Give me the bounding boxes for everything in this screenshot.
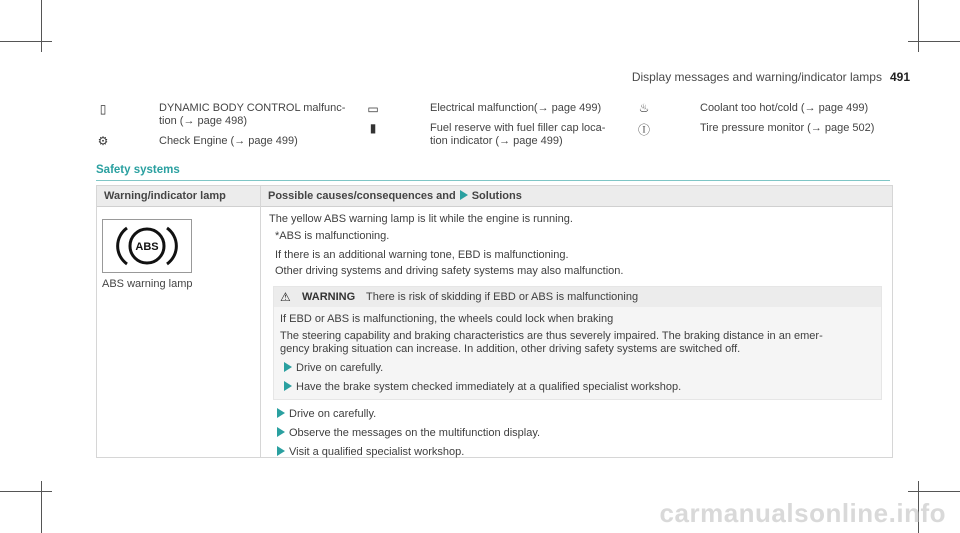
index-entry-line: Fuel reserve with fuel filler cap loca- (430, 122, 606, 134)
warning-header (274, 287, 881, 307)
solution-step-text: Visit a qualified specialist workshop. (289, 446, 465, 458)
crop-mark (908, 491, 960, 492)
warning-line: The steering capability and braking characteristics are thus severely impaired. The braking distance in an emer- (280, 330, 823, 342)
fuel-icon: ▮ (369, 121, 377, 135)
arrow-icon (277, 446, 285, 456)
arrow-icon (277, 427, 285, 437)
col-header-solutions: Solutions (471, 190, 522, 202)
section-title: Safety systems (96, 164, 180, 176)
index-entry-line: Check Engine (→ page 499) (159, 135, 298, 147)
arrow-icon (284, 362, 292, 372)
warning-triangle-icon: ⚠ (280, 290, 291, 304)
index-entry-line: tion indicator (→ page 499) (430, 135, 563, 147)
battery-icon: ▭ (367, 102, 379, 116)
coolant-icon: ♨ (638, 101, 650, 115)
crop-mark (41, 0, 42, 52)
arrow-icon (277, 408, 285, 418)
index-entry[interactable] (700, 102, 868, 115)
warning-step (280, 381, 681, 393)
arrow-icon (460, 190, 468, 200)
watermark: carmanualsonline.info (659, 498, 946, 528)
index-entry[interactable] (430, 102, 601, 115)
crop-mark (0, 41, 52, 42)
crop-mark (0, 491, 52, 492)
solution-step (273, 446, 464, 458)
warning-title: There is risk of skidding if EBD or ABS is malfunctioning (366, 291, 639, 303)
warning-lamp-table (96, 185, 893, 458)
table-header (97, 186, 892, 207)
warning-step-text: Have the brake system checked immediately at a qualified specialist workshop. (296, 381, 682, 393)
index-entry-line: tion (→ page 498) (159, 115, 248, 127)
intro-text: The yellow ABS warning lamp is lit while the engine is running. (269, 213, 573, 225)
solution-step (273, 408, 376, 420)
warning-label: WARNING (302, 291, 356, 303)
abs-lamp-image (102, 219, 192, 273)
index-entry-line: DYNAMIC BODY CONTROL malfunc- (159, 102, 346, 114)
page-header-title: Display messages and warning/indicator lamps (631, 70, 882, 84)
index-entry-line: Tire pressure monitor (→ page 502) (700, 122, 875, 134)
causes-cell (261, 206, 892, 457)
warning-step-text: Drive on carefully. (296, 362, 384, 374)
page-number: 491 (889, 70, 910, 84)
section-divider (96, 180, 890, 181)
page-header (632, 70, 910, 84)
abs-lamp-label: ABS warning lamp (102, 278, 193, 290)
col-header-causes (268, 190, 522, 202)
ebd-text: If there is an additional warning tone, EBD is malfunctioning. (275, 249, 569, 261)
col-header-lamp: Warning/indicator lamp (104, 190, 226, 202)
abs-warning-icon (103, 220, 191, 272)
warning-line: gency braking situation can increase. In addition, other driving safety systems are switched off. (280, 343, 741, 355)
warning-line: If EBD or ABS is malfunctioning, the wheels could lock when braking (280, 313, 614, 325)
arrow-icon (284, 381, 292, 391)
solution-step-text: Observe the messages on the multifunction display. (289, 427, 541, 439)
index-entry[interactable] (700, 122, 874, 135)
warning-box (273, 286, 882, 400)
solution-step-text: Drive on carefully. (289, 408, 377, 420)
dynamic-body-control-icon: ▯ (99, 102, 107, 116)
index-entry[interactable] (430, 122, 605, 148)
crop-mark (908, 41, 960, 42)
check-engine-icon: ⚙ (97, 134, 109, 148)
index-entry[interactable] (159, 102, 345, 128)
index-entry-line: Coolant too hot/cold (→ page 499) (700, 102, 869, 114)
lamp-cell (97, 206, 260, 457)
index-entry[interactable] (159, 135, 298, 148)
solution-step (273, 427, 540, 439)
warning-step (280, 362, 383, 374)
index-entry-line: Electrical malfunction(→ page 499) (430, 102, 602, 114)
crop-mark (918, 0, 919, 52)
col-header-causes-text: Possible causes/consequences and (268, 190, 456, 202)
abs-cause-text: *ABS is malfunctioning. (275, 230, 390, 242)
tire-pressure-icon: Ⓘ (637, 123, 650, 137)
crop-mark (41, 481, 42, 533)
other-systems-text: Other driving systems and driving safety systems may also malfunction. (275, 265, 624, 277)
abs-badge-text: ABS (135, 241, 159, 253)
